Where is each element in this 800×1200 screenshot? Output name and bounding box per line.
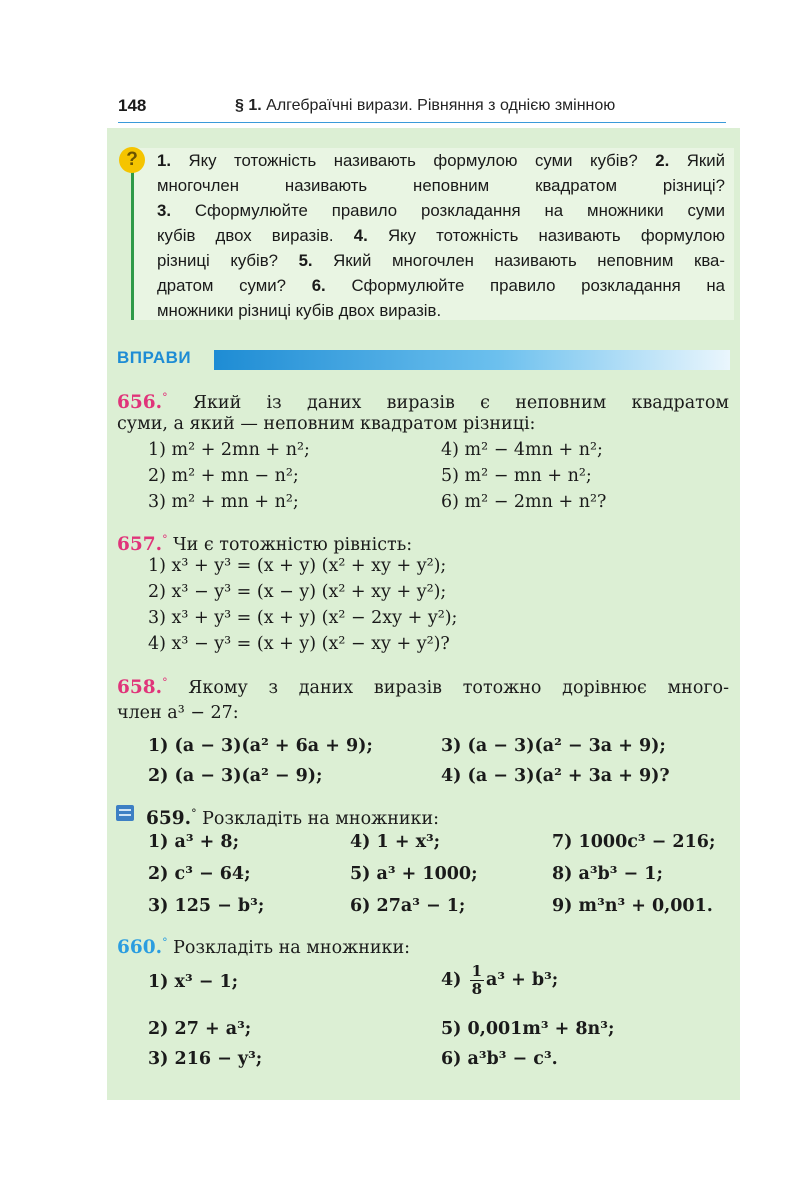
exercise-656-text-2: суми, а який — неповним квадратом різниці: bbox=[117, 414, 536, 434]
exercise-659-item: 6) 27a³ − 1; bbox=[350, 896, 466, 916]
question-line: різниці кубів? 5. Який многочлен називають неповним ква- bbox=[157, 251, 725, 270]
section-number: § 1. bbox=[235, 97, 262, 114]
exercise-number: 660. bbox=[117, 936, 163, 958]
exercise-658-item: 3) (a − 3)(a² − 3a + 9); bbox=[441, 736, 666, 756]
exercise-660-item-4: 4) $\frac{1}{8}$ a³ + b³; bbox=[441, 962, 559, 998]
exercise-660-item: 2) 27 + a³; bbox=[148, 1019, 252, 1039]
exercise-656-text: 656.° Який із даних виразів є неповним квадратом bbox=[117, 391, 729, 413]
exercise-659-item: 7) 1000c³ − 216; bbox=[552, 832, 716, 852]
exercise-number: 658. bbox=[117, 676, 163, 698]
exercises-heading: ВПРАВИ bbox=[117, 348, 192, 367]
exercise-number: 657. bbox=[117, 533, 163, 555]
exercise-660-item: 3) 216 − y³; bbox=[148, 1049, 263, 1069]
exercise-656-item: 6) m² − 2mn + n²? bbox=[441, 492, 607, 512]
exercise-658-item: 4) (a − 3)(a² + 3a + 9)? bbox=[441, 766, 670, 786]
pencil-icon bbox=[114, 802, 136, 824]
question-mark-icon: ? bbox=[119, 147, 145, 173]
exercise-659-item: 1) a³ + 8; bbox=[148, 832, 240, 852]
exercise-659-text: 659.° Розкладіть на множники: bbox=[146, 807, 440, 829]
exercise-656-item: 2) m² + mn − n²; bbox=[148, 466, 299, 486]
exercises-heading-bar bbox=[214, 350, 730, 370]
exercise-659-item: 2) c³ − 64; bbox=[148, 864, 251, 884]
exercise-656-item: 4) m² − 4mn + n²; bbox=[441, 440, 603, 460]
exercise-656-item: 3) m² + mn + n²; bbox=[148, 492, 299, 512]
question-line: 1. Яку тотожність називають формулою суми кубів? 2. Який bbox=[157, 151, 725, 170]
exercise-660-item: 5) 0,001m³ + 8n³; bbox=[441, 1019, 615, 1039]
exercise-number: 656. bbox=[117, 391, 163, 413]
exercise-657-item: 4) x³ − y³ = (x + y) (x² − xy + y²)? bbox=[148, 634, 450, 654]
exercise-657-text: 657.° Чи є тотожністю рівність: bbox=[117, 533, 413, 555]
exercise-658-item: 2) (a − 3)(a² − 9); bbox=[148, 766, 323, 786]
exercise-659-item: 9) m³n³ + 0,001. bbox=[552, 896, 713, 916]
exercise-658-text-2: член a³ − 27: bbox=[117, 703, 239, 723]
exercise-660-item: 1) x³ − 1; bbox=[148, 972, 239, 992]
fraction: $\frac{1}{8}$ bbox=[471, 962, 482, 998]
exercise-660-text: 660.° Розкладіть на множники: bbox=[117, 936, 411, 958]
exercise-658-item: 1) (a − 3)(a² + 6a + 9); bbox=[148, 736, 373, 756]
exercise-656-item: 5) m² − mn + n²; bbox=[441, 466, 592, 486]
exercise-659-item: 8) a³b³ − 1; bbox=[552, 864, 663, 884]
page-header bbox=[118, 96, 726, 123]
exercise-657-item: 3) x³ + y³ = (x + y) (x² − 2xy + y²); bbox=[148, 608, 458, 628]
page-number: 148 bbox=[118, 96, 147, 115]
exercise-660-item: 6) a³b³ − c³. bbox=[441, 1049, 558, 1069]
exercise-659-item: 5) a³ + 1000; bbox=[350, 864, 478, 884]
chapter-title-text: Алгебраїчні вирази. Рівняння з однією змінною bbox=[266, 97, 616, 114]
question-line: кубів двох виразів. 4. Яку тотожність називають формулою bbox=[157, 226, 725, 245]
question-line: дратом суми? 6. Сформулюйте правило розкладання на bbox=[157, 276, 725, 295]
exercise-656-item: 1) m² + 2mn + n²; bbox=[148, 440, 310, 460]
question-line: 3. Сформулюйте правило розкладання на множники суми bbox=[157, 201, 725, 220]
exercise-658-text: 658.° Якому з даних виразів тотожно дорівнює много- bbox=[117, 676, 729, 698]
exercise-659-item: 4) 1 + x³; bbox=[350, 832, 441, 852]
exercise-659-item: 3) 125 − b³; bbox=[148, 896, 265, 916]
question-line: многочлен називають неповним квадратом різниці? bbox=[157, 176, 725, 195]
exercise-657-item: 2) x³ − y³ = (x − y) (x² + xy + y²); bbox=[148, 582, 447, 602]
question-line: множники різниці кубів двох виразів. bbox=[157, 301, 442, 320]
chapter-title bbox=[235, 97, 615, 115]
exercise-657-item: 1) x³ + y³ = (x + y) (x² + xy + y²); bbox=[148, 556, 447, 576]
exercise-number: 659. bbox=[146, 807, 192, 829]
